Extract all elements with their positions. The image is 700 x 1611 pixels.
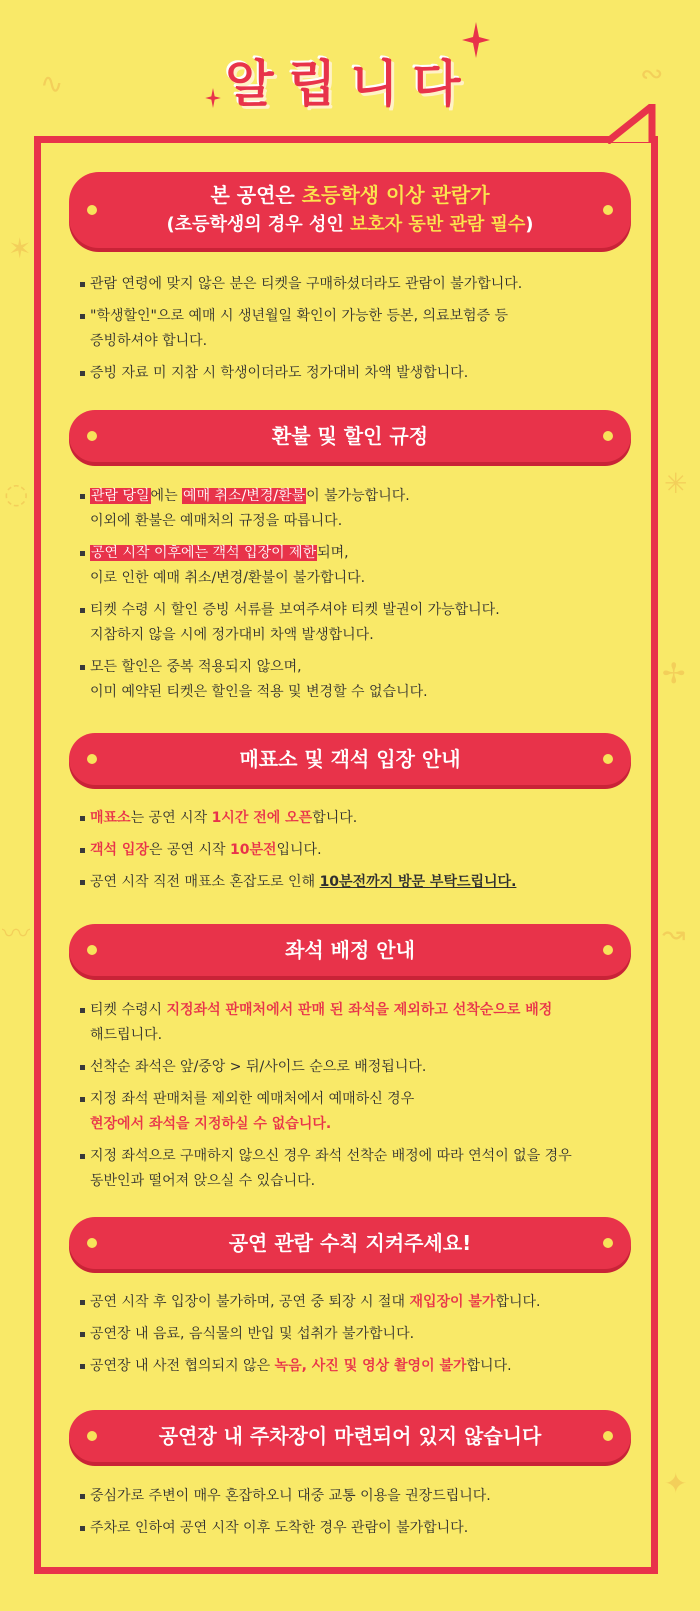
notice-list	[80, 272, 640, 393]
rivet-dot	[87, 205, 97, 215]
rivet-dot	[87, 1431, 97, 1441]
banner-line	[210, 180, 489, 210]
banner-line	[166, 210, 533, 240]
item-text: "학생할인"으로 예매 시 생년월일 확인이 가능한 등본, 의료보험증 등	[90, 308, 509, 324]
highlight-text: 녹음, 사진 및 영상 촬영이 불가	[274, 1358, 467, 1374]
highlight-text: 객석 입장	[90, 842, 149, 858]
banner-title: 환불 및 할인 규정	[271, 424, 429, 448]
banner-age-restriction	[69, 172, 631, 248]
item-text: 지정 좌석 판매처를 제외한 예매처에서 예매하신 경우	[90, 1091, 415, 1107]
page-title: 알립니다	[225, 55, 475, 113]
item-text: 이 불가능합니다.	[306, 488, 410, 504]
list-item	[80, 484, 640, 534]
notice-list	[80, 484, 640, 712]
item-text: 공연장 내 사전 협의되지 않은	[90, 1358, 275, 1374]
rivet-dot	[87, 1238, 97, 1248]
list-item	[80, 870, 640, 895]
rivet-dot	[603, 754, 613, 764]
banner-text: 본 공연은	[210, 183, 302, 207]
item-text: 공연 시작 직전 매표소 혼잡도로 인해	[90, 874, 320, 890]
highlight-text: 지정좌석 판매처에서 판매 된 좌석을 제외하고 선착순으로 배정	[166, 1002, 553, 1018]
list-item: 관람 연령에 맞지 않은 분은 티켓을 구매하셨더라도 관람이 불가합니다.	[80, 272, 640, 297]
item-text: 지정 좌석으로 구매하지 않으신 경우 좌석 선착순 배정에 따라 연석이 없을 경우	[90, 1148, 572, 1164]
item-text: 에는	[150, 488, 183, 504]
rivet-dot	[603, 945, 613, 955]
item-text: 해드립니다.	[90, 1027, 163, 1043]
banner-parking	[69, 1410, 631, 1462]
item-text: 공연 시작 후 입장이 불가하며, 공연 중 퇴장 시 절대	[90, 1294, 410, 1310]
highlight-text: 관람 당일	[91, 488, 150, 504]
list-item	[80, 598, 640, 648]
item-text: 모든 할인은 중복 적용되지 않으며,	[90, 659, 302, 675]
banner-seat-assignment	[69, 924, 631, 976]
highlight-text: 재입장이 불가	[409, 1294, 496, 1310]
list-item: 주차로 인하여 공연 시작 이후 도착한 경우 관람이 불가합니다.	[80, 1516, 640, 1541]
item-text: 이미 예약된 티켓은 할인을 적용 및 변경할 수 없습니다.	[90, 684, 428, 700]
highlight-text: 매표소	[90, 810, 131, 826]
rivet-dot	[87, 431, 97, 441]
item-text: 지참하지 않을 시에 정가대비 차액 발생합니다.	[90, 627, 374, 643]
banner-etiquette-rules	[69, 1217, 631, 1269]
rivet-dot	[603, 1238, 613, 1248]
rivet-dot	[87, 754, 97, 764]
list-item	[80, 998, 640, 1048]
notice-list	[80, 998, 640, 1201]
swirl-decoration: ↝	[662, 917, 686, 950]
banner-title: 공연 관람 수칙 지켜주세요!	[228, 1231, 472, 1255]
item-text: 합니다.	[312, 810, 358, 826]
banner-text: (초등학생의 경우 성인	[166, 214, 350, 235]
arrow-decoration: ✢	[662, 657, 686, 690]
list-item: 선착순 좌석은 앞/중앙 > 뒤/사이드 순으로 배정됩니다.	[80, 1055, 640, 1080]
banner-title: 좌석 배정 안내	[285, 938, 415, 962]
item-text: 이외에 환불은 예매처의 규정을 따릅니다.	[90, 513, 343, 529]
item-text: 티켓 수령시	[90, 1002, 167, 1018]
item-text: 은 공연 시작	[148, 842, 230, 858]
list-item	[80, 1290, 640, 1315]
star-decoration: ✶	[8, 232, 32, 265]
banner-title: 공연장 내 주차장이 마련되어 있지 않습니다	[158, 1424, 542, 1448]
swirl-decoration: ∿	[40, 67, 64, 100]
list-item	[80, 304, 640, 354]
banner-text: )	[525, 214, 534, 235]
speech-bubble-tail	[604, 104, 656, 144]
list-item	[80, 1087, 640, 1137]
banner-refund-policy	[69, 410, 631, 462]
item-text: 합니다.	[495, 1294, 541, 1310]
list-item	[80, 838, 640, 863]
rivet-dot	[87, 945, 97, 955]
banner-ticket-office	[69, 733, 631, 785]
rivet-dot	[603, 1431, 613, 1441]
swirl-decoration: ∾	[640, 57, 664, 90]
list-item	[80, 1144, 640, 1194]
banner-title: 매표소 및 객석 입장 안내	[239, 747, 461, 771]
rivet-dot	[603, 431, 613, 441]
swirl-decoration: 〰	[2, 917, 31, 950]
highlight-text: 공연 시작 이후에는 객석 입장이 제한	[91, 545, 317, 561]
notice-list	[80, 806, 640, 902]
star-decoration: ✦	[664, 1467, 688, 1500]
item-text: 입니다.	[276, 842, 322, 858]
highlight-text: 10분전	[229, 842, 277, 858]
list-item	[80, 541, 640, 591]
list-item: 공연장 내 음료, 음식물의 반입 및 섭취가 불가합니다.	[80, 1322, 640, 1347]
item-text: 증빙하셔야 합니다.	[90, 333, 208, 349]
list-item	[80, 655, 640, 705]
list-item	[80, 1354, 640, 1379]
underlined-text: 10분전까지 방문 부탁드립니다.	[319, 874, 517, 890]
list-item: 중심가로 주변이 매우 혼잡하오니 대중 교통 이용을 권장드립니다.	[80, 1484, 640, 1509]
highlight-text: 1시간 전에 오픈	[211, 810, 313, 826]
item-text: 티켓 수령 시 할인 증빙 서류를 보여주셔야 티켓 발권이 가능합니다.	[90, 602, 500, 618]
item-text: 이로 인한 예매 취소/변경/환불이 불가합니다.	[90, 570, 366, 586]
notice-list	[80, 1484, 640, 1548]
highlight-text: 현장에서 좌석을 지정하실 수 없습니다.	[90, 1116, 332, 1132]
item-text: 되며,	[317, 545, 349, 561]
star-decoration: ✳	[664, 467, 688, 500]
item-text: 합니다.	[466, 1358, 512, 1374]
list-item: 증빙 자료 미 지참 시 학생이더라도 정가대비 차액 발생합니다.	[80, 361, 640, 386]
rivet-dot	[603, 205, 613, 215]
highlight-text: 예매 취소/변경/환불	[183, 488, 306, 504]
item-text: 는 공연 시작	[130, 810, 212, 826]
notice-list	[80, 1290, 640, 1386]
list-item	[80, 806, 640, 831]
banner-highlight: 초등학생 이상 관람가	[301, 183, 490, 207]
item-text: 동반인과 떨어져 앉으실 수 있습니다.	[90, 1173, 316, 1189]
banner-highlight: 보호자 동반 관람 필수	[350, 214, 526, 235]
swirl-decoration: ◌	[4, 477, 29, 510]
